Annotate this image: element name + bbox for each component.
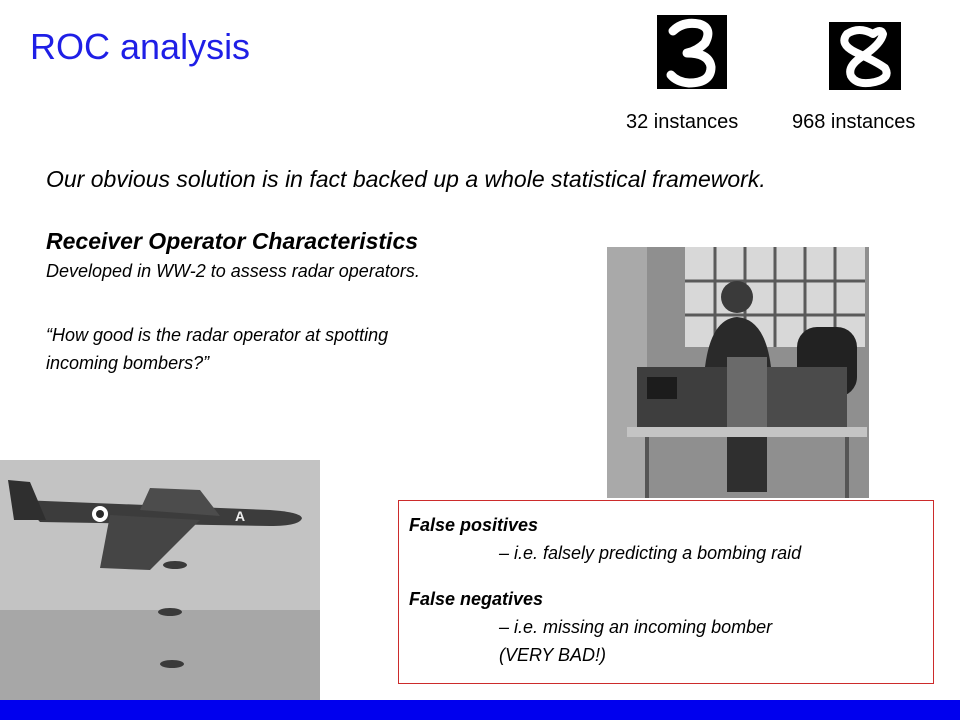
false-negatives-emphasis: (VERY BAD!) — [499, 645, 607, 665]
digit-three-count: 32 instances — [626, 111, 739, 133]
footer-bar — [0, 700, 960, 720]
digit-eight-count: 968 instances — [792, 111, 916, 133]
digit-three-image — [657, 15, 727, 89]
false-negatives-heading: False negatives — [409, 589, 544, 609]
intro-text: Our obvious solution is in fact backed up a whole statistical framework. — [46, 166, 766, 192]
false-positives-heading: False positives — [409, 515, 539, 535]
radar-operator-photo — [607, 247, 869, 498]
quote-line-1: “How good is the radar operator at spotting — [46, 325, 389, 345]
quote-line-2: incoming bombers?” — [46, 353, 210, 373]
radar-quote — [46, 321, 566, 377]
false-positives-detail: – i.e. falsely predicting a bombing raid — [499, 543, 802, 563]
error-types-box — [398, 500, 934, 684]
digit-eight-image — [829, 22, 901, 90]
roc-subtitle: Developed in WW-2 to assess radar operators. — [46, 261, 420, 281]
bomber-marking: A — [235, 508, 246, 524]
page-title: ROC analysis — [30, 26, 251, 67]
roc-heading: Receiver Operator Characteristics — [46, 228, 419, 254]
false-negatives-detail: – i.e. missing an incoming bomber — [499, 617, 773, 637]
bomber-photo — [0, 460, 320, 700]
